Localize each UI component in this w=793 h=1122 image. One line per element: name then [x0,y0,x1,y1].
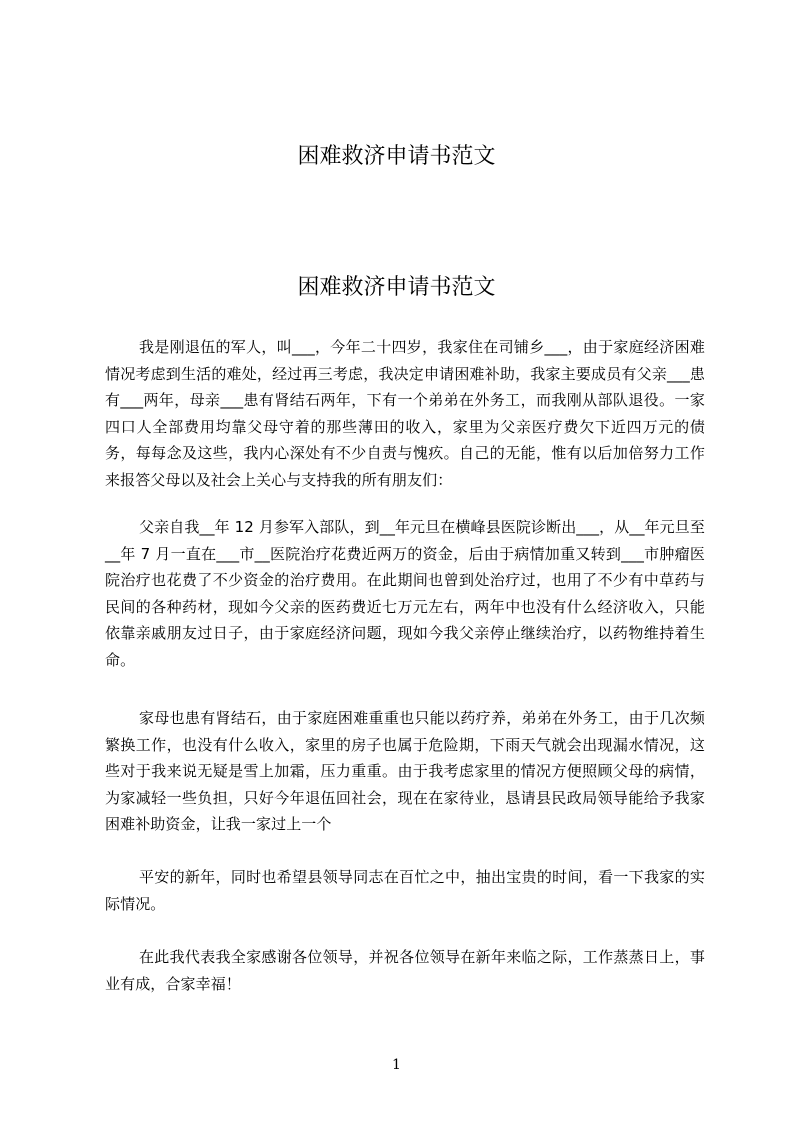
main-title: 困难救济申请书范文 [297,275,496,300]
page-number: 1 [392,1057,401,1073]
paragraph-thanks: 在此我代表我全家感谢各位领导，并祝各位领导在新年来临之际，工作蒸蒸日上，事业有成，合家幸福！ [105,948,705,993]
paragraph-intro: 我是刚退伍的军人，叫___，今年二十四岁，我家住在司铺乡___，由于家庭经济困难情况考虑到生活的难处，经过再三考虑，我决定申请困难补助，我家主要成员有父亲___患有___两年，母亲___患有肾结石两年，下有一个弟弟在外务工，而我刚从部队退役。一家四口人全部费用均靠父母守着的那些薄田的收入，家里为父亲医疗费欠下近四万元的债务，每每念及这些，我内心深处有不少自责与愧疚。自己的无能，惟有以后加倍努力工作来报答父母以及社会上关心与支持我的所有朋友们： [105,338,705,489]
paragraph-mother: 家母也患有肾结石，由于家庭困难重重也只能以药疗养，弟弟在外务工，由于几次频繁换工作，也没有什么收入，家里的房子也属于危险期，下雨天气就会出现漏水情况，这些对于我来说无疑是雪上加霜，压力重重。由于我考虑家里的情况方便照顾父母的病情，为家减轻一些负担，只好今年退伍回社会，现在在家待业，恳请县民政局领导能给予我家困难补助资金，让我一家过上一个 [105,709,705,833]
header-title: 困难救济申请书范文 [297,144,496,169]
paragraph-father: 父亲自我__年 12 月参军入部队，到__年元旦在横峰县医院诊断出___，从__年元旦至__年 7 月一直在___市__医院治疗花费近两万的资金，后由于病情加重又转到___市肿瘤医院治疗也花费了不少资金的治疗费用。在此期间也曾到处治疗过，也用了不少有中草药与民间的各种药材，现如今父亲的医药费近七万元左右，两年中也没有什么经济收入，只能依靠亲戚朋友过日子，由于家庭经济问题，现如今我父亲停止继续治疗，以药物维持着生命。 [105,518,705,669]
paragraph-request: 平安的新年，同时也希望县领导同志在百忙之中，抽出宝贵的时间，看一下我家的实际情况。 [105,868,705,913]
